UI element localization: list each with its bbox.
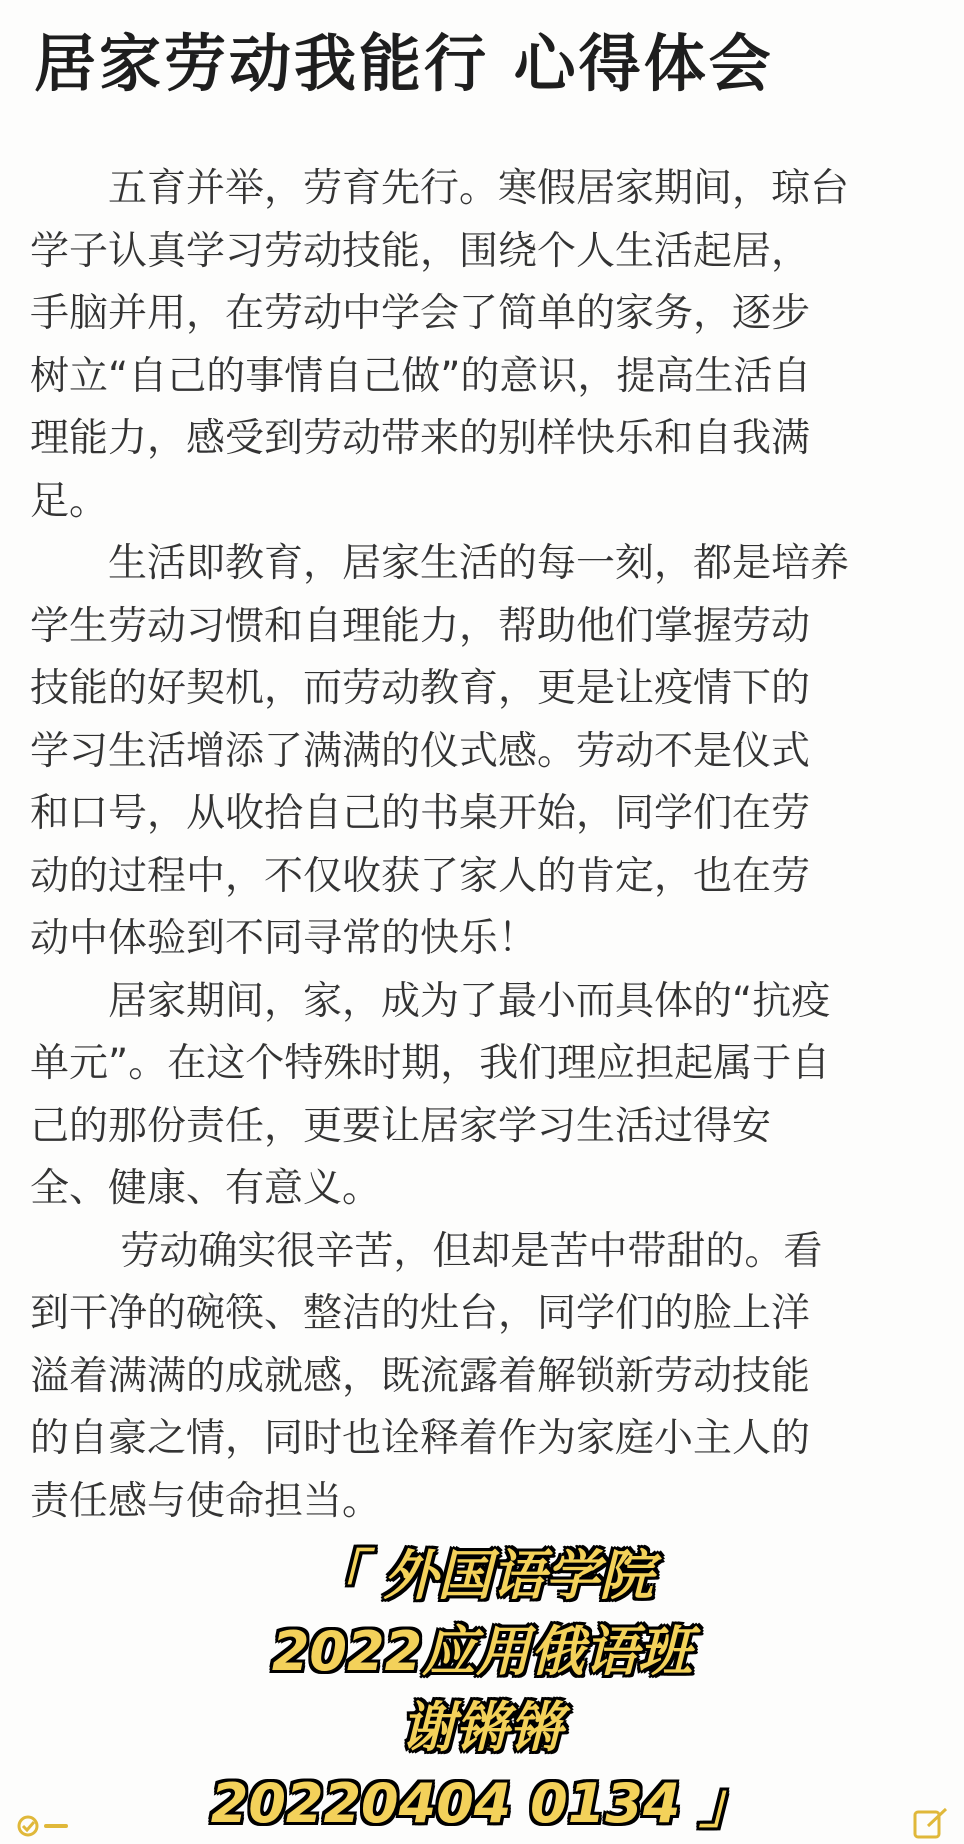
check-circle-icon[interactable] [16, 1812, 72, 1840]
edit-icon[interactable] [912, 1806, 952, 1840]
signature-class: 2022应用俄语班 [271, 1620, 693, 1683]
body-line: 动中体验到不同寻常的快乐！ [30, 916, 538, 961]
body-line: 责任感与使命担当。 [30, 1478, 382, 1524]
body-line: 单元”。在这个特殊时期，我们理应担起属于自 [30, 1041, 831, 1086]
page-title: 居家劳动我能行 心得体会 [34, 27, 774, 100]
signature-student-id: 20220404 0134 」 [210, 1772, 754, 1835]
body-line: 手脑并用，在劳动中学会了简单的家务，逐步 [30, 291, 811, 336]
body-line: 树立“自己的事情自己做”的意识，提高生活自 [30, 353, 812, 399]
body-line: 劳动确实很辛苦，但却是苦中带甜的。看 [30, 1228, 823, 1274]
body-line: 五育并举，劳育先行。寒假居家期间，琼台 [30, 166, 850, 211]
signature-block [0, 1538, 964, 1842]
body-line: 动的过程中，不仅收获了家人的肯定，也在劳 [30, 853, 811, 899]
body-line: 学子认真学习劳动技能，围绕个人生活起居， [30, 228, 811, 274]
body-line: 学习生活增添了满满的仪式感。劳动不是仪式 [30, 728, 811, 774]
body-line: 溢着满满的成就感，既流露着解锁新劳动技能 [30, 1353, 811, 1399]
signature-school: 「 外国语学院 [310, 1544, 654, 1607]
body-line: 全、健康、有意义。 [30, 1166, 382, 1211]
body-line: 的自豪之情，同时也诠释着作为家庭小主人的 [30, 1416, 811, 1461]
body-text [30, 158, 940, 1533]
body-line: 生活即教育，居家生活的每一刻，都是培养 [30, 541, 850, 586]
body-line: 和口号，从收拾自己的书桌开始，同学们在劳 [30, 791, 811, 836]
body-line: 学生劳动习惯和自理能力，帮助他们掌握劳动 [30, 603, 811, 649]
body-line: 到干净的碗筷、整洁的灶台，同学们的脸上洋 [30, 1291, 811, 1336]
body-line: 理能力，感受到劳动带来的别样快乐和自我满 [30, 416, 811, 461]
body-line: 技能的好契机，而劳动教育，更是让疫情下的 [30, 666, 811, 711]
body-line: 足。 [30, 478, 109, 524]
body-line: 居家期间，家，成为了最小而具体的“抗疫 [30, 978, 831, 1024]
body-line: 己的那份责任，更要让居家学习生活过得安 [30, 1103, 772, 1149]
signature-name: 谢锵锵 [401, 1696, 563, 1759]
